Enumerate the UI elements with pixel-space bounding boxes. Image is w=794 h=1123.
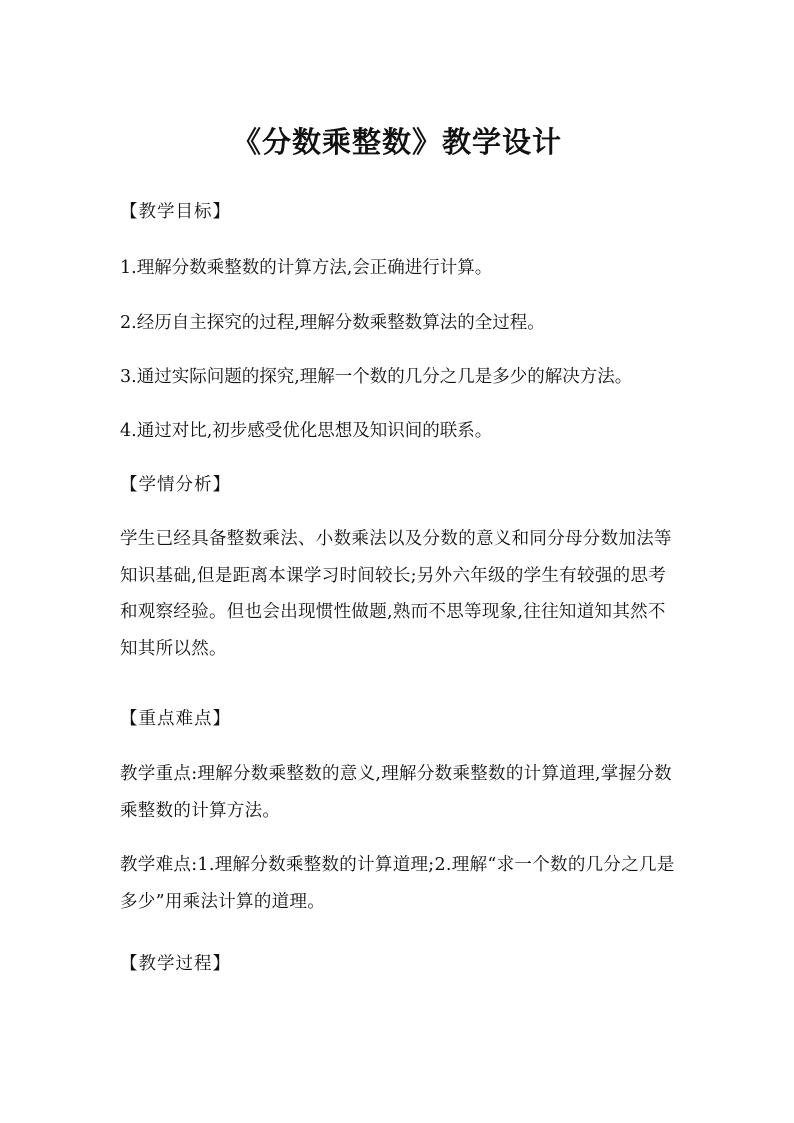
objective-item: 1.理解分数乘整数的计算方法,会正确进行计算。 (120, 258, 493, 278)
key-points-heading: 【重点难点】 (120, 709, 231, 729)
difficult-point-paragraph: 教学难点:1.理解分数乘整数的计算道理;2.理解“求一个数的几分之几是多少”用乘法计算的道理。 (120, 855, 675, 912)
process-heading: 【教学过程】 (120, 954, 231, 974)
objective-item: 2.经历自主探究的过程,理解分数乘整数算法的全过程。 (120, 313, 545, 333)
objective-item: 3.通过实际问题的探究,理解一个数的几分之几是多少的解决方法。 (120, 367, 633, 387)
objective-item: 4.通过对比,初步感受优化思想及知识间的联系。 (120, 421, 493, 441)
document-title: 《分数乘整数》教学设计 (231, 125, 562, 159)
analysis-heading: 【学情分析】 (120, 475, 231, 495)
key-point-paragraph: 教学重点:理解分数乘整数的意义,理解分数乘整数的计算道理,掌握分数乘整数的计算方法。 (120, 764, 672, 821)
objectives-heading: 【教学目标】 (120, 202, 231, 222)
analysis-paragraph: 学生已经具备整数乘法、小数乘法以及分数的意义和同分母分数加法等知识基础,但是距离本课学习时间较长;另外六年级的学生有较强的思考和观察经验。但也会出现惯性做题,熟而不思等现象,往往知道知其然不知其所以然。 (120, 529, 672, 659)
